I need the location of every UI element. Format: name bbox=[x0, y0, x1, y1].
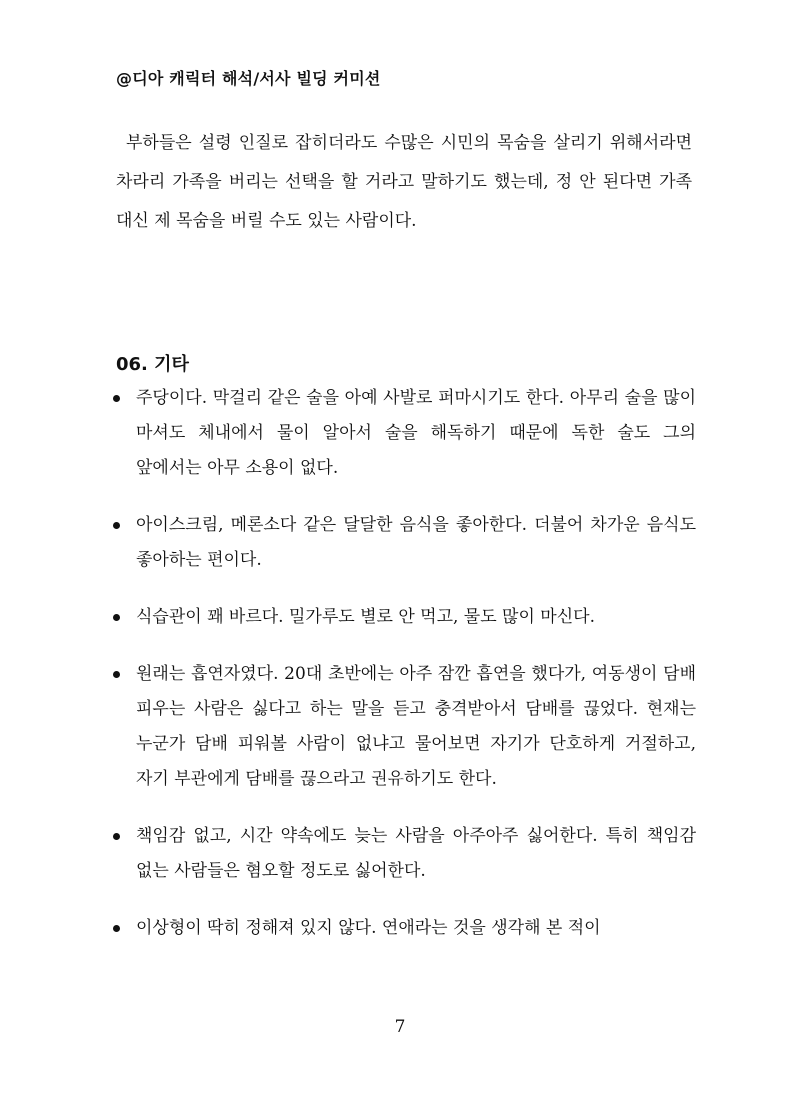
intro-paragraph: 부하들은 설령 인질로 잡히더라도 수많은 시민의 목숨을 살리기 위해서라면 차라리 가족을 버리는 선택을 할 거라고 말하기도 했는데, 정 안 된다면 가족 대신 제 목숨을 버릴 수도 있는 사람이다. bbox=[116, 133, 692, 231]
bullet-icon bbox=[113, 925, 120, 932]
bullet-icon bbox=[113, 395, 120, 402]
document-header: @디아 캐릭터 해석/서사 빌딩 커미션 bbox=[116, 69, 381, 88]
list-item bbox=[112, 600, 696, 635]
list-item bbox=[112, 819, 696, 889]
bullet-list bbox=[112, 381, 696, 968]
list-item-text: 아이스크림, 메론소다 같은 달달한 음식을 좋아한다. 더불어 차가운 음식도 좋아하는 편이다. bbox=[136, 515, 696, 570]
list-item bbox=[112, 911, 696, 946]
list-item bbox=[112, 381, 696, 486]
list-item-text: 식습관이 꽤 바르다. 밀가루도 별로 안 먹고, 물도 많이 마신다. bbox=[136, 607, 595, 627]
bullet-icon bbox=[113, 833, 120, 840]
list-item-text: 원래는 흡연자였다. 20대 초반에는 아주 잠깐 흡연을 했다가, 여동생이 담배 피우는 사람은 싫다고 하는 말을 듣고 충격받아서 담배를 끊었다. 현재는 누군가 담배 피워볼 사람이 없냐고 물어보면 자기가 단호하게 거절하고, 자기 부관에게 담배를 끊으라고 권유하기도 한다. bbox=[136, 664, 696, 789]
bullet-icon bbox=[113, 522, 120, 529]
section-title: 06. 기타 bbox=[116, 354, 189, 375]
page-number: 7 bbox=[394, 1017, 406, 1037]
list-item bbox=[112, 508, 696, 578]
bullet-icon bbox=[113, 671, 120, 678]
list-item-text: 이상형이 딱히 정해져 있지 않다. 연애라는 것을 생각해 본 적이 bbox=[136, 918, 601, 938]
bullet-icon bbox=[113, 614, 120, 621]
list-item-text: 책임감 없고, 시간 약속에도 늦는 사람을 아주아주 싫어한다. 특히 책임감 없는 사람들은 혐오할 정도로 싫어한다. bbox=[136, 826, 696, 881]
list-item-text: 주당이다. 막걸리 같은 술을 아예 사발로 퍼마시기도 한다. 아무리 술을 많이 마셔도 체내에서 물이 알아서 술을 해독하기 때문에 독한 술도 그의 앞에서는 아무 소용이 없다. bbox=[136, 388, 696, 478]
list-item bbox=[112, 657, 696, 797]
